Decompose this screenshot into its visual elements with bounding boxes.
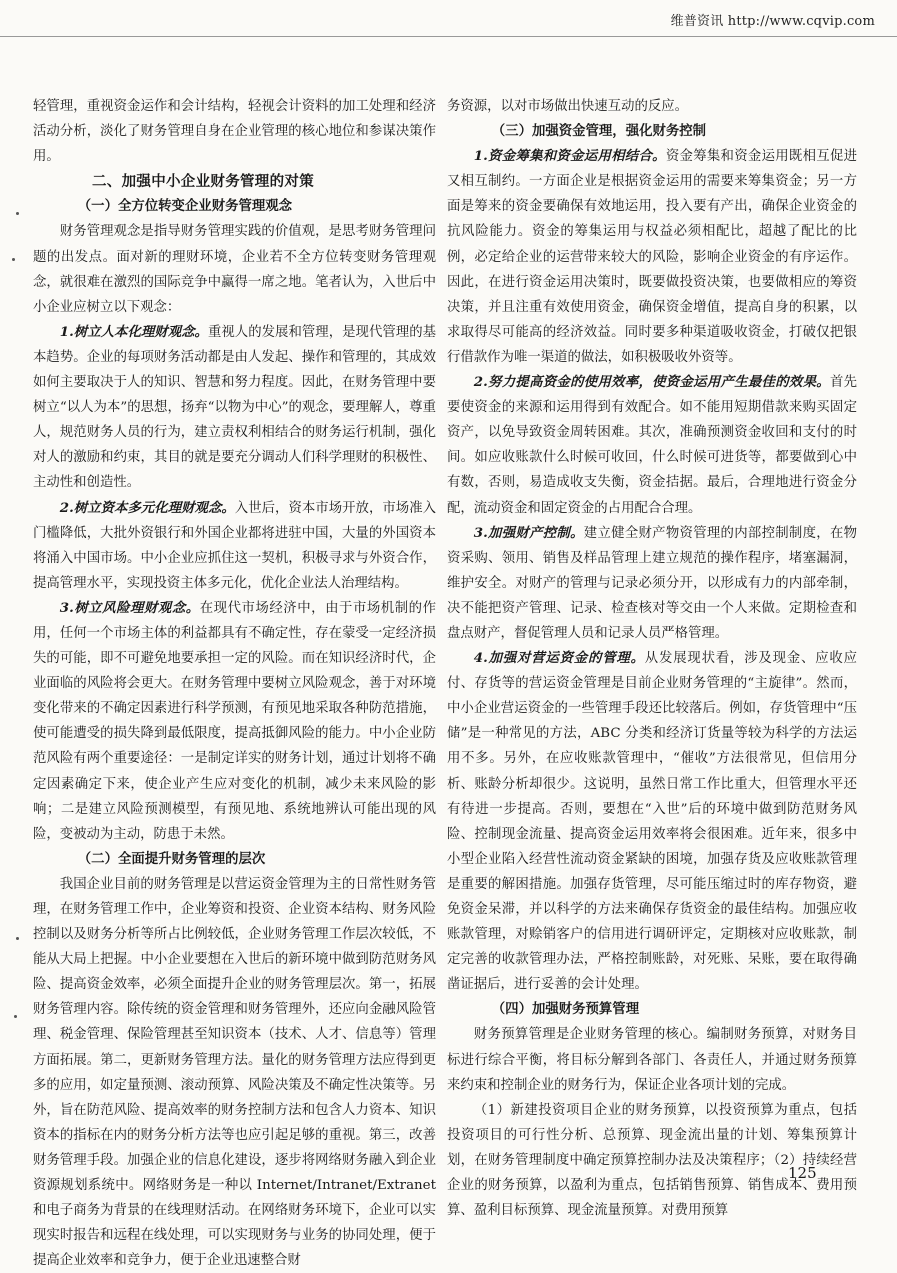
item-body: 首先要使资金的来源和运用得到有效配合。如不能用短期借款来购买固定资产，以免导致资金周转困难。其次，准确预测资金收回和支付的时间。如应收账款什么时候可收回，什么时候可进货等，都要做到心中有数，否则，易造成收支失衡，资金拮据。最后，合理地进行资金分配，流动资金和固定资金的占用配合合理。 xyxy=(447,375,858,516)
paragraph: 财务预算管理是企业财务管理的核心。编制财务预算，对财务目标进行综合平衡，将目标分解到各部门、各责任人，并通过财务预算来约束和控制企业的财务行为，保证企业各项计划的完成。 xyxy=(447,1027,857,1093)
paragraph xyxy=(447,521,857,646)
right-column xyxy=(447,94,857,1223)
scan-speck xyxy=(16,212,19,215)
paragraph xyxy=(33,320,436,496)
scan-speck xyxy=(14,1015,17,1018)
item-body: 资金筹集和资金运用既相互促进又相互制约。一方面企业是根据资金运用的需要来筹集资金；另一方面是筹来的资金要确保有效地运用，投入要有产出，确保企业资金的抗风险能力。资金的筹集运用与权益必须相配比，超越了配比的比例，必定给企业的运营带来较大的风险，影响企业资金的有序运作。因此，在进行资金运用决策时，既要做投资决策，也要做相应的筹资决策，并且注重有效使用资金，确保资金增值，提高自身的积累，以求取得尽可能高的经济效益。同时要多种渠道吸收资金，打破仅把银行借款作为唯一渠道的做法，如积极吸收外资等。 xyxy=(447,149,858,365)
subsection-heading: （三）加强资金管理，强化财务控制 xyxy=(491,123,707,140)
scan-speck xyxy=(16,937,19,940)
item-title: 1.树立人本化理财观念。 xyxy=(59,323,208,340)
subsection-heading: （四）加强财务预算管理 xyxy=(491,1001,640,1018)
paragraph xyxy=(447,646,857,997)
paragraph: 财务管理观念是指导财务管理实践的价值观，是思考财务管理问题的出发点。面对新的理财环境，企业若不全方位转变财务管理观念，就很难在激烈的国际竞争中赢得一席之地。笔者认为，入世后中小企业应树立以下观念： xyxy=(33,224,436,315)
paragraph: （1）新建投资项目企业的财务预算，以投资预算为重点，包括投资项目的可行性分析、总预算、现金流出量的计划、筹集预算计划，在财务管理制度中确定预算控制办法及决策程序；（2）持续经营企业的财务预算，以盈利为重点，包括销售预算、销售成本、费用预算、盈利目标预算、现金流量预算。对费用预算 xyxy=(447,1102,857,1219)
header-rule xyxy=(0,36,897,37)
item-body: 建立健全财产物资管理的内部控制制度，在物资采购、领用、销售及样品管理上建立规范的操作程序，堵塞漏洞，维护安全。对财产的管理与记录必须分开，以形成有力的内部牵制，决不能把资产管理、记录、检查核对等交由一个人来做。定期检查和盘点财产，督促管理人员和记录人员严格管理。 xyxy=(447,525,858,641)
item-title: 2.努力提高资金的使用效率，使资金运用产生最佳的效果。 xyxy=(473,374,830,391)
section-heading: 二、加强中小企业财务管理的对策 xyxy=(92,173,314,191)
item-body: 从发展现状看，涉及现金、应收应付、存货等的营运资金管理是目前企业财务管理的“主旋律”。然而，中小企业营运资金的一些管理手段还比较落后。例如，存货管理中“压储”是一种常见的方法，ABC 分类和经济订货量等较为科学的方法运用不多。另外，在应收账款管理中，“催收”方法很常见，但信用分析、账龄分析却很少。这说明，虽然日常工作比重大，但管理水平还有待进一步提高。否则，要想在“入世”后的环境中做到防范财务风险、控制现金流量、提高资金运用效率将会很困难。近年来，很多中小型企业陷入经营性流动资金紧缺的困境，加强存货及应收账款管理是重要的解困措施。加强存货管理，尽可能压缩过时的库存物资，避免资金呆滞，并以科学的方法来确保存货资金的最佳结构。加强应收账款管理，对赊销客户的信用进行调研评定，定期核对应收账款，制定完善的收款管理办法，严格控制账龄，对死账、呆账，要在取得确凿证据后，进行妥善的会计处理。 xyxy=(447,651,857,993)
watermark: 维普资讯 http://www.cqvip.com xyxy=(670,14,875,29)
item-title: 1.资金筹集和资金运用相结合。 xyxy=(473,148,666,165)
left-column xyxy=(33,94,436,1273)
paragraph: 我国企业目前的财务管理是以营运资金管理为主的日常性财务管理，在财务管理工作中，企业筹资和投资、企业资本结构、财务风险控制以及财务分析等所占比例较低，企业财务管理工作层次较低，不能从大局上把握。中小企业要想在入世后的新环境中做到防范财务风险、提高资金效率，必须全面提升企业的财务管理层次。第一，拓展财务管理内容。除传统的资金管理和财务管理外，还应向金融风险管理、税金管理、保险管理甚至知识资本（技术、人才、信息等）管理方面拓展。第二，更新财务管理方法。量化的财务管理方法应得到更多的应用，如定量预测、滚动预算、风险决策及不确定性决策等。另外，旨在防范风险、提高效率的财务控制方法和包含人力资本、知识资本的指标在内的财务分析方法等也应引起足够的重视。第三，改善财务管理手段。加强企业的信息化建设，逐步将网络财务融入到企业资源规划系统中。网络财务是一种以 Internet/Intranet/Extranet 和电子商务为背景的在线理财活动。在网络财务环境下，企业可以实现实时报告和远程在线处理，可以实现财务与业务的协同处理，便于提高企业效率和竞争力，便于企业迅速整合财 xyxy=(33,876,436,1269)
paragraph: 务资源，以对市场做出快速互动的反应。 xyxy=(447,99,689,114)
subsection-heading: （二）全面提升财务管理的层次 xyxy=(77,850,266,867)
item-title: 3.树立风险理财观念。 xyxy=(59,599,200,616)
subsection-heading: （一）全方位转变企业财务管理观念 xyxy=(77,198,293,215)
item-body: 在现代市场经济中，由于市场机制的作用，任何一个市场主体的利益都具有不确定性，存在蒙受一定经济损失的可能，即不可避免地要承担一定的风险。而在知识经济时代，企业面临的风险将会更大。在财务管理中要树立风险观念，善于对环境变化带来的不确定因素进行科学预测，有预见地采取各种防范措施，使可能遭受的损失降到最低限度，提高抵御风险的能力。中小企业防范风险有两个重要途径：一是制定详实的财务计划，通过计划将不确定因素确定下来，使企业产生应对变化的机制，减少未来风险的影响；二是建立风险预测模型，有预见地、系统地辨认可能出现的风险，变被动为主动，防患于未然。 xyxy=(33,600,436,842)
paragraph xyxy=(33,496,436,596)
item-body: 重视人的发展和管理，是现代管理的基本趋势。企业的每项财务活动都是由人发起、操作和管理的，其成效如何主要取决于人的知识、智慧和努力程度。因此，在财务管理中要树立“以人为本”的思想，扬弃“以物为中心”的观念，要理解人，尊重人，规范财务人员的行为，建立责权利相结合的财务运行机制，强化对人的激励和约束，其目的就是要充分调动人们科学理财的积极性、主动性和创造性。 xyxy=(33,324,437,491)
paragraph: 轻管理，重视资金运作和会计结构，轻视会计资料的加工处理和经济活动分析，淡化了财务管理自身在企业管理的核心地位和参谋决策作用。 xyxy=(33,99,436,165)
item-title: 3.加强财产控制。 xyxy=(473,524,584,541)
item-title: 2.树立资本多元化理财观念。 xyxy=(59,499,235,516)
paragraph xyxy=(447,370,857,521)
scan-speck xyxy=(12,258,15,261)
paragraph xyxy=(33,596,436,847)
item-body: 入世后，资本市场开放，市场准入门槛降低，大批外资银行和外国企业都将进驻中国，大量的外国资本将涌入中国市场。中小企业应抓住这一契机，积极寻求与外资合作，提高管理水平，实现投资主体多元化，优化企业法人治理结构。 xyxy=(33,500,437,591)
item-title: 4.加强对营运资金的管理。 xyxy=(473,650,645,667)
paragraph xyxy=(447,144,857,370)
page-number: 125 xyxy=(788,1164,817,1182)
